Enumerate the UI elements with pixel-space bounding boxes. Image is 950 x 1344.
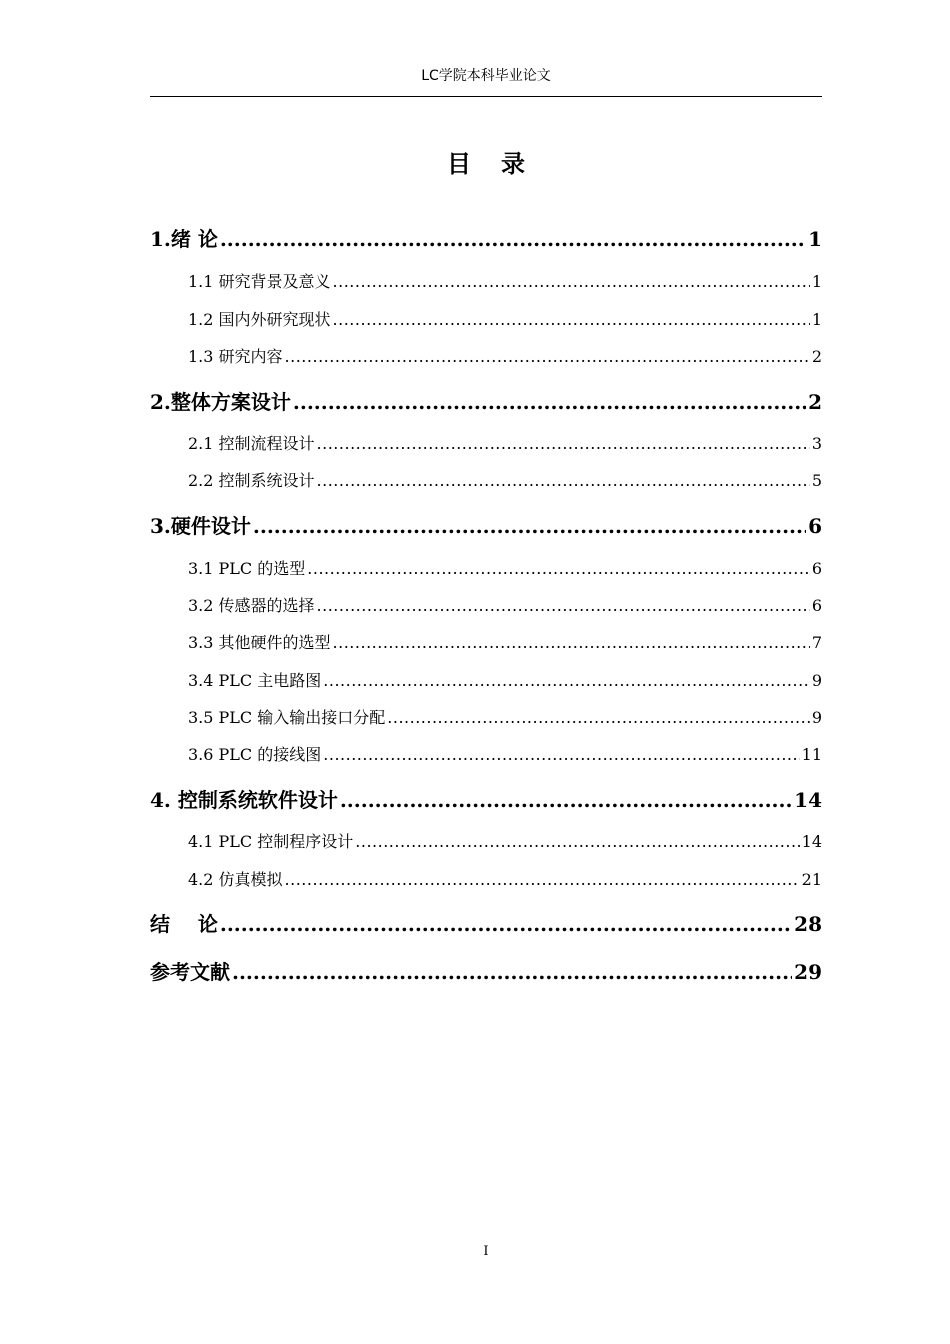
toc-entry-label: 3.2 传感器的选择	[188, 596, 315, 615]
toc-entry-label: 4.1 PLC 控制程序设计	[188, 832, 354, 851]
toc-entry-section-3-3[interactable]	[188, 631, 822, 655]
toc-entry-page: 3	[811, 434, 822, 453]
toc-entry-label: 参考文献	[150, 960, 230, 984]
toc-leader-dots	[317, 594, 810, 618]
toc-entry-label: 3.6 PLC 的接线图	[188, 745, 322, 764]
toc-entry-label: 4.2 仿真模拟	[188, 870, 283, 889]
toc-entry-page: 1	[808, 227, 822, 251]
toc-entry-page: 11	[801, 745, 822, 764]
toc-entry-chapter-2[interactable]	[150, 388, 822, 416]
toc-leader-dots	[220, 910, 792, 938]
toc-entry-section-1-2[interactable]	[188, 308, 822, 332]
toc-entry-page: 28	[794, 912, 822, 936]
toc-leader-dots	[340, 786, 792, 814]
toc-entry-page: 29	[794, 960, 822, 984]
running-header: LC学院本科毕业论文	[421, 68, 551, 84]
toc-leader-dots	[285, 868, 800, 892]
toc-entry-label: 3.3 其他硬件的选型	[188, 633, 331, 652]
toc-entry-references[interactable]	[150, 958, 822, 986]
toc-entry-label: 4. 控制系统软件设计	[150, 788, 338, 812]
toc-entry-page: 1	[811, 272, 822, 291]
toc-entry-page: 9	[811, 708, 822, 727]
toc-entry-conclusion[interactable]	[150, 910, 822, 938]
toc-leader-dots	[220, 225, 806, 253]
toc-leader-dots	[317, 432, 810, 456]
toc-entry-label: 1.3 研究内容	[188, 347, 283, 366]
toc-entry-label: 3.5 PLC 输入输出接口分配	[188, 708, 386, 727]
toc-entry-page: 5	[811, 471, 822, 490]
toc-leader-dots	[307, 557, 810, 581]
toc-entry-section-4-2[interactable]	[188, 868, 822, 892]
toc-entry-page: 6	[808, 514, 822, 538]
toc-title-char-2: 录	[501, 150, 525, 178]
toc-entry-page: 6	[811, 559, 822, 578]
toc-leader-dots	[317, 469, 810, 493]
toc-entry-chapter-4[interactable]	[150, 786, 822, 814]
toc-entry-page: 9	[811, 671, 822, 690]
toc-entry-page: 2	[808, 390, 822, 414]
toc-entry-label: 1.绪 论	[150, 227, 218, 251]
toc-entry-section-3-5[interactable]	[188, 706, 822, 730]
toc-leader-dots	[232, 958, 792, 986]
toc-entry-label: 2.整体方案设计	[150, 390, 291, 414]
toc-entry-section-1-1[interactable]	[188, 270, 822, 294]
toc-entry-page: 1	[811, 310, 822, 329]
toc-entry-section-3-6[interactable]	[188, 743, 822, 767]
toc-leader-dots	[333, 631, 810, 655]
toc-entry-page: 2	[811, 347, 822, 366]
toc-entry-label: 2.1 控制流程设计	[188, 434, 315, 453]
toc-entry-label: 1.1 研究背景及意义	[188, 272, 331, 291]
toc-entry-section-4-1[interactable]	[188, 830, 822, 854]
toc-entry-label: 1.2 国内外研究现状	[188, 310, 331, 329]
toc-entry-section-3-2[interactable]	[188, 594, 822, 618]
toc-entry-section-2-2[interactable]	[188, 469, 822, 493]
toc-entry-section-1-3[interactable]	[188, 345, 822, 369]
toc-title-char-1: 目	[447, 150, 471, 178]
toc-leader-dots	[253, 512, 806, 540]
toc-title	[150, 148, 822, 180]
toc-entry-section-3-4[interactable]	[188, 669, 822, 693]
header-rule	[150, 96, 822, 97]
toc-entry-chapter-1[interactable]	[150, 225, 822, 253]
toc-entry-page: 14	[794, 788, 822, 812]
toc-leader-dots	[293, 388, 806, 416]
toc-entry-section-3-1[interactable]	[188, 557, 822, 581]
toc-leader-dots	[323, 743, 799, 767]
toc-leader-dots	[333, 308, 810, 332]
toc-entry-section-2-1[interactable]	[188, 432, 822, 456]
toc-entry-label: 3.4 PLC 主电路图	[188, 671, 322, 690]
toc-entry-label: 3.1 PLC 的选型	[188, 559, 306, 578]
toc-leader-dots	[387, 706, 810, 730]
toc-leader-dots	[333, 270, 810, 294]
toc-entry-label: 结 论	[150, 912, 218, 936]
toc-entry-label: 2.2 控制系统设计	[188, 471, 315, 490]
toc-leader-dots	[355, 830, 799, 854]
toc-entry-label: 3.硬件设计	[150, 514, 251, 538]
toc-leader-dots	[285, 345, 810, 369]
toc-leader-dots	[323, 669, 810, 693]
toc-entry-page: 14	[801, 832, 822, 851]
toc-entry-page: 21	[801, 870, 822, 889]
toc-entry-page: 6	[811, 596, 822, 615]
toc-entry-chapter-3[interactable]	[150, 512, 822, 540]
page-number: I	[483, 1244, 489, 1259]
toc-entry-page: 7	[811, 633, 822, 652]
